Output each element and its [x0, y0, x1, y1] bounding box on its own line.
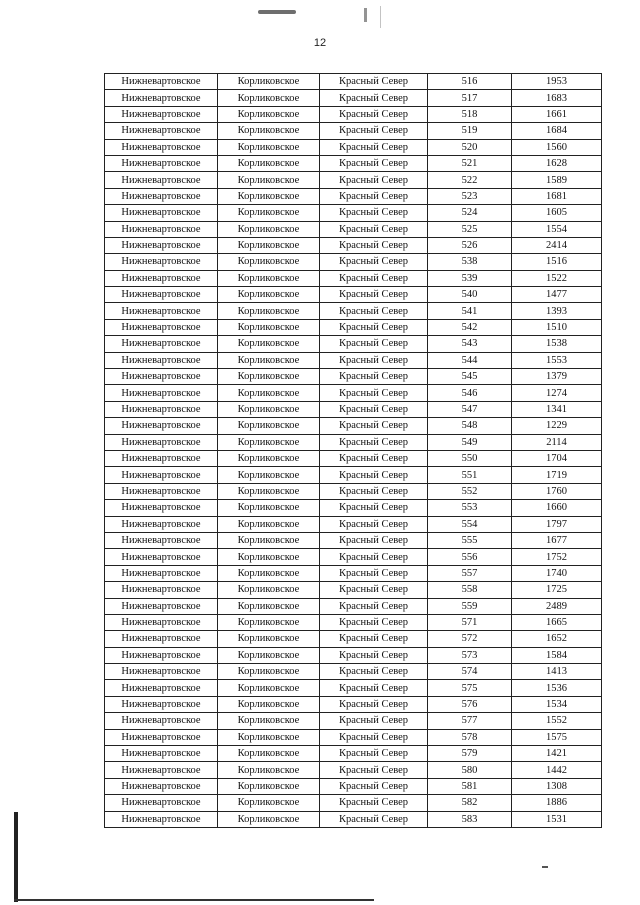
company-cell: Красный Север	[320, 123, 428, 139]
municipality-cell: Нижневартовское	[105, 795, 218, 811]
value-cell: 1553	[512, 352, 602, 368]
table-row	[105, 434, 602, 450]
municipality-cell: Нижневартовское	[105, 385, 218, 401]
well-number-cell: 556	[428, 549, 512, 565]
table-row	[105, 647, 602, 663]
company-cell: Красный Север	[320, 516, 428, 532]
table-row	[105, 631, 602, 647]
well-number-cell: 571	[428, 614, 512, 630]
value-cell: 1760	[512, 483, 602, 499]
value-cell: 1442	[512, 762, 602, 778]
table-row	[105, 336, 602, 352]
table-row	[105, 155, 602, 171]
field-cell: Корликовское	[218, 598, 320, 614]
value-cell: 2489	[512, 598, 602, 614]
municipality-cell: Нижневартовское	[105, 270, 218, 286]
value-cell: 1704	[512, 450, 602, 466]
company-cell: Красный Север	[320, 729, 428, 745]
field-cell: Корликовское	[218, 254, 320, 270]
field-cell: Корликовское	[218, 74, 320, 90]
municipality-cell: Нижневартовское	[105, 532, 218, 548]
value-cell: 1953	[512, 74, 602, 90]
table-row	[105, 713, 602, 729]
well-number-cell: 521	[428, 155, 512, 171]
well-number-cell: 519	[428, 123, 512, 139]
field-cell: Корликовское	[218, 647, 320, 663]
company-cell: Красный Север	[320, 795, 428, 811]
value-cell: 1684	[512, 123, 602, 139]
company-cell: Красный Север	[320, 352, 428, 368]
municipality-cell: Нижневартовское	[105, 401, 218, 417]
table-row	[105, 319, 602, 335]
table-row	[105, 598, 602, 614]
well-number-cell: 578	[428, 729, 512, 745]
table-row	[105, 401, 602, 417]
municipality-cell: Нижневартовское	[105, 811, 218, 827]
data-table	[104, 73, 602, 828]
well-number-cell: 524	[428, 205, 512, 221]
table-row	[105, 811, 602, 827]
municipality-cell: Нижневартовское	[105, 123, 218, 139]
field-cell: Корликовское	[218, 369, 320, 385]
field-cell: Корликовское	[218, 713, 320, 729]
well-number-cell: 520	[428, 139, 512, 155]
page-number: 12	[313, 37, 327, 49]
value-cell: 1308	[512, 778, 602, 794]
value-cell: 1681	[512, 188, 602, 204]
field-cell: Корликовское	[218, 172, 320, 188]
field-cell: Корликовское	[218, 385, 320, 401]
field-cell: Корликовское	[218, 631, 320, 647]
company-cell: Красный Север	[320, 205, 428, 221]
field-cell: Корликовское	[218, 664, 320, 680]
table-row	[105, 680, 602, 696]
company-cell: Красный Север	[320, 221, 428, 237]
municipality-cell: Нижневартовское	[105, 254, 218, 270]
municipality-cell: Нижневартовское	[105, 369, 218, 385]
company-cell: Красный Север	[320, 319, 428, 335]
municipality-cell: Нижневартовское	[105, 614, 218, 630]
value-cell: 1575	[512, 729, 602, 745]
well-number-cell: 574	[428, 664, 512, 680]
well-number-cell: 582	[428, 795, 512, 811]
municipality-cell: Нижневартовское	[105, 516, 218, 532]
well-number-cell: 517	[428, 90, 512, 106]
company-cell: Красный Север	[320, 287, 428, 303]
well-number-cell: 553	[428, 500, 512, 516]
field-cell: Корликовское	[218, 762, 320, 778]
company-cell: Красный Север	[320, 762, 428, 778]
table-row	[105, 500, 602, 516]
value-cell: 2114	[512, 434, 602, 450]
well-number-cell: 545	[428, 369, 512, 385]
table-row	[105, 614, 602, 630]
scan-artifact-left-bar	[14, 812, 18, 902]
company-cell: Красный Север	[320, 418, 428, 434]
table-row	[105, 746, 602, 762]
value-cell: 1605	[512, 205, 602, 221]
well-number-cell: 575	[428, 680, 512, 696]
municipality-cell: Нижневартовское	[105, 647, 218, 663]
value-cell: 1560	[512, 139, 602, 155]
value-cell: 1531	[512, 811, 602, 827]
value-cell: 1534	[512, 696, 602, 712]
company-cell: Красный Север	[320, 303, 428, 319]
company-cell: Красный Север	[320, 237, 428, 253]
well-number-cell: 516	[428, 74, 512, 90]
value-cell: 1379	[512, 369, 602, 385]
municipality-cell: Нижневартовское	[105, 746, 218, 762]
well-number-cell: 583	[428, 811, 512, 827]
value-cell: 1797	[512, 516, 602, 532]
field-cell: Корликовское	[218, 237, 320, 253]
company-cell: Красный Север	[320, 500, 428, 516]
value-cell: 1510	[512, 319, 602, 335]
company-cell: Красный Север	[320, 631, 428, 647]
field-cell: Корликовское	[218, 516, 320, 532]
company-cell: Красный Север	[320, 270, 428, 286]
company-cell: Красный Север	[320, 614, 428, 630]
company-cell: Красный Север	[320, 532, 428, 548]
company-cell: Красный Север	[320, 434, 428, 450]
company-cell: Красный Север	[320, 369, 428, 385]
field-cell: Корликовское	[218, 532, 320, 548]
field-cell: Корликовское	[218, 450, 320, 466]
municipality-cell: Нижневартовское	[105, 549, 218, 565]
municipality-cell: Нижневартовское	[105, 155, 218, 171]
table-row	[105, 532, 602, 548]
table-row	[105, 90, 602, 106]
value-cell: 1477	[512, 287, 602, 303]
well-number-cell: 555	[428, 532, 512, 548]
value-cell: 1628	[512, 155, 602, 171]
municipality-cell: Нижневартовское	[105, 500, 218, 516]
well-number-cell: 572	[428, 631, 512, 647]
municipality-cell: Нижневартовское	[105, 696, 218, 712]
municipality-cell: Нижневартовское	[105, 680, 218, 696]
well-number-cell: 540	[428, 287, 512, 303]
value-cell: 1677	[512, 532, 602, 548]
table-row	[105, 221, 602, 237]
table-row	[105, 287, 602, 303]
company-cell: Красный Север	[320, 385, 428, 401]
well-number-cell: 552	[428, 483, 512, 499]
company-cell: Красный Север	[320, 811, 428, 827]
value-cell: 1421	[512, 746, 602, 762]
company-cell: Красный Север	[320, 713, 428, 729]
well-number-cell: 577	[428, 713, 512, 729]
table-row	[105, 369, 602, 385]
table-row	[105, 303, 602, 319]
company-cell: Красный Север	[320, 598, 428, 614]
value-cell: 1740	[512, 565, 602, 581]
field-cell: Корликовское	[218, 614, 320, 630]
table-row	[105, 270, 602, 286]
municipality-cell: Нижневартовское	[105, 352, 218, 368]
field-cell: Корликовское	[218, 401, 320, 417]
field-cell: Корликовское	[218, 746, 320, 762]
field-cell: Корликовское	[218, 696, 320, 712]
well-number-cell: 581	[428, 778, 512, 794]
municipality-cell: Нижневартовское	[105, 582, 218, 598]
value-cell: 1538	[512, 336, 602, 352]
table-row	[105, 188, 602, 204]
municipality-cell: Нижневартовское	[105, 287, 218, 303]
well-number-cell: 557	[428, 565, 512, 581]
scan-artifact-bottom-dot	[542, 866, 548, 868]
company-cell: Красный Север	[320, 696, 428, 712]
well-number-cell: 546	[428, 385, 512, 401]
municipality-cell: Нижневартовское	[105, 319, 218, 335]
municipality-cell: Нижневартовское	[105, 418, 218, 434]
municipality-cell: Нижневартовское	[105, 664, 218, 680]
table-row	[105, 139, 602, 155]
municipality-cell: Нижневартовское	[105, 188, 218, 204]
field-cell: Корликовское	[218, 467, 320, 483]
table-row	[105, 696, 602, 712]
company-cell: Красный Север	[320, 549, 428, 565]
value-cell: 1552	[512, 713, 602, 729]
field-cell: Корликовское	[218, 319, 320, 335]
field-cell: Корликовское	[218, 90, 320, 106]
field-cell: Корликовское	[218, 811, 320, 827]
municipality-cell: Нижневартовское	[105, 106, 218, 122]
field-cell: Корликовское	[218, 139, 320, 155]
municipality-cell: Нижневартовское	[105, 237, 218, 253]
table-row	[105, 450, 602, 466]
municipality-cell: Нижневартовское	[105, 303, 218, 319]
well-number-cell: 558	[428, 582, 512, 598]
scan-artifact-top-mid	[364, 8, 367, 22]
table-row	[105, 106, 602, 122]
municipality-cell: Нижневартовское	[105, 631, 218, 647]
scan-artifact-bottom-line	[14, 899, 374, 901]
company-cell: Красный Север	[320, 254, 428, 270]
field-cell: Корликовское	[218, 270, 320, 286]
municipality-cell: Нижневартовское	[105, 74, 218, 90]
value-cell: 1584	[512, 647, 602, 663]
table-row	[105, 254, 602, 270]
table-row	[105, 516, 602, 532]
value-cell: 1652	[512, 631, 602, 647]
field-cell: Корликовское	[218, 500, 320, 516]
company-cell: Красный Север	[320, 664, 428, 680]
value-cell: 1554	[512, 221, 602, 237]
well-number-cell: 548	[428, 418, 512, 434]
well-number-cell: 573	[428, 647, 512, 663]
well-number-cell: 554	[428, 516, 512, 532]
table-row	[105, 418, 602, 434]
well-number-cell: 576	[428, 696, 512, 712]
well-number-cell: 525	[428, 221, 512, 237]
municipality-cell: Нижневартовское	[105, 778, 218, 794]
value-cell: 1683	[512, 90, 602, 106]
value-cell: 1536	[512, 680, 602, 696]
table-row	[105, 74, 602, 90]
table-row	[105, 729, 602, 745]
municipality-cell: Нижневартовское	[105, 762, 218, 778]
value-cell: 1274	[512, 385, 602, 401]
value-cell: 1719	[512, 467, 602, 483]
table-row	[105, 467, 602, 483]
municipality-cell: Нижневартовское	[105, 483, 218, 499]
company-cell: Красный Север	[320, 74, 428, 90]
value-cell: 1660	[512, 500, 602, 516]
value-cell: 1725	[512, 582, 602, 598]
table-body	[105, 74, 602, 828]
municipality-cell: Нижневартовское	[105, 450, 218, 466]
well-number-cell: 539	[428, 270, 512, 286]
municipality-cell: Нижневартовское	[105, 139, 218, 155]
field-cell: Корликовское	[218, 795, 320, 811]
field-cell: Корликовское	[218, 188, 320, 204]
municipality-cell: Нижневартовское	[105, 434, 218, 450]
well-number-cell: 538	[428, 254, 512, 270]
well-number-cell: 542	[428, 319, 512, 335]
value-cell: 1522	[512, 270, 602, 286]
company-cell: Красный Север	[320, 155, 428, 171]
field-cell: Корликовское	[218, 352, 320, 368]
company-cell: Красный Север	[320, 680, 428, 696]
value-cell: 1665	[512, 614, 602, 630]
municipality-cell: Нижневартовское	[105, 729, 218, 745]
field-cell: Корликовское	[218, 155, 320, 171]
well-number-cell: 543	[428, 336, 512, 352]
company-cell: Красный Север	[320, 450, 428, 466]
well-number-cell: 523	[428, 188, 512, 204]
municipality-cell: Нижневартовское	[105, 205, 218, 221]
value-cell: 1229	[512, 418, 602, 434]
well-number-cell: 550	[428, 450, 512, 466]
company-cell: Красный Север	[320, 106, 428, 122]
field-cell: Корликовское	[218, 205, 320, 221]
table-row	[105, 778, 602, 794]
value-cell: 1413	[512, 664, 602, 680]
field-cell: Корликовское	[218, 336, 320, 352]
well-number-cell: 549	[428, 434, 512, 450]
field-cell: Корликовское	[218, 123, 320, 139]
company-cell: Красный Север	[320, 746, 428, 762]
company-cell: Красный Север	[320, 467, 428, 483]
value-cell: 1661	[512, 106, 602, 122]
field-cell: Корликовское	[218, 729, 320, 745]
field-cell: Корликовское	[218, 418, 320, 434]
company-cell: Красный Север	[320, 139, 428, 155]
table-row	[105, 762, 602, 778]
company-cell: Красный Север	[320, 483, 428, 499]
value-cell: 1341	[512, 401, 602, 417]
table-row	[105, 483, 602, 499]
well-number-cell: 551	[428, 467, 512, 483]
company-cell: Красный Север	[320, 188, 428, 204]
municipality-cell: Нижневартовское	[105, 221, 218, 237]
municipality-cell: Нижневартовское	[105, 336, 218, 352]
municipality-cell: Нижневартовское	[105, 90, 218, 106]
table-row	[105, 123, 602, 139]
value-cell: 1589	[512, 172, 602, 188]
well-number-cell: 559	[428, 598, 512, 614]
company-cell: Красный Север	[320, 172, 428, 188]
company-cell: Красный Север	[320, 582, 428, 598]
company-cell: Красный Север	[320, 565, 428, 581]
well-number-cell: 579	[428, 746, 512, 762]
field-cell: Корликовское	[218, 287, 320, 303]
field-cell: Корликовское	[218, 778, 320, 794]
value-cell: 1886	[512, 795, 602, 811]
field-cell: Корликовское	[218, 483, 320, 499]
value-cell: 1516	[512, 254, 602, 270]
table-row	[105, 352, 602, 368]
field-cell: Корликовское	[218, 221, 320, 237]
table-row	[105, 205, 602, 221]
well-number-cell: 580	[428, 762, 512, 778]
table-row	[105, 549, 602, 565]
value-cell: 1393	[512, 303, 602, 319]
municipality-cell: Нижневартовское	[105, 467, 218, 483]
company-cell: Красный Север	[320, 336, 428, 352]
table-row	[105, 582, 602, 598]
value-cell: 1752	[512, 549, 602, 565]
well-number-cell: 547	[428, 401, 512, 417]
municipality-cell: Нижневартовское	[105, 172, 218, 188]
scan-artifact-top-right	[380, 6, 381, 28]
field-cell: Корликовское	[218, 106, 320, 122]
table-row	[105, 172, 602, 188]
company-cell: Красный Север	[320, 647, 428, 663]
table-row	[105, 664, 602, 680]
municipality-cell: Нижневартовское	[105, 565, 218, 581]
well-number-cell: 522	[428, 172, 512, 188]
field-cell: Корликовское	[218, 582, 320, 598]
well-number-cell: 526	[428, 237, 512, 253]
field-cell: Корликовское	[218, 565, 320, 581]
table-row	[105, 237, 602, 253]
field-cell: Корликовское	[218, 549, 320, 565]
field-cell: Корликовское	[218, 434, 320, 450]
table-row	[105, 795, 602, 811]
well-number-cell: 541	[428, 303, 512, 319]
value-cell: 2414	[512, 237, 602, 253]
table-row	[105, 565, 602, 581]
company-cell: Красный Север	[320, 778, 428, 794]
municipality-cell: Нижневартовское	[105, 598, 218, 614]
well-number-cell: 518	[428, 106, 512, 122]
municipality-cell: Нижневартовское	[105, 713, 218, 729]
field-cell: Корликовское	[218, 303, 320, 319]
well-number-cell: 544	[428, 352, 512, 368]
field-cell: Корликовское	[218, 680, 320, 696]
company-cell: Красный Север	[320, 401, 428, 417]
scan-artifact-top-left	[258, 10, 296, 14]
company-cell: Красный Север	[320, 90, 428, 106]
table-row	[105, 385, 602, 401]
